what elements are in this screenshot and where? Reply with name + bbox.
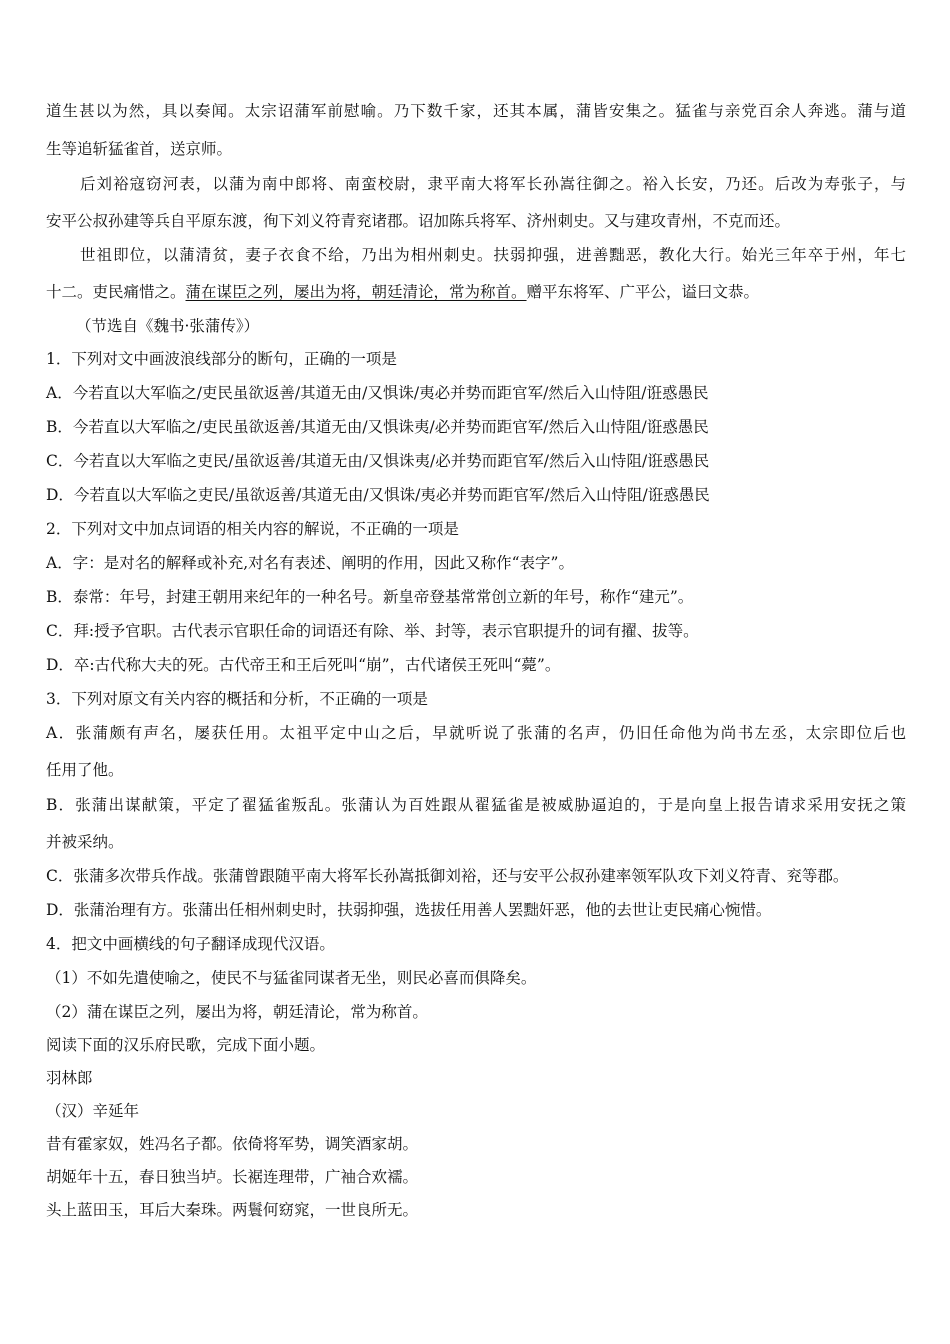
passage-source: （节选自《魏书·张蒲传》）: [76, 317, 260, 335]
q1-option-d: D．今若直以大军临之吏民/虽欲返善/其道无由/又惧诛/夷必并势而距官军/然后入山恃阻/诳惑愚民: [46, 486, 710, 504]
poem-title: 羽林郎: [46, 1069, 93, 1087]
q4-stem: 4．把文中画横线的句子翻译成现代汉语。: [46, 935, 335, 953]
passage-p3-line2-post: 赠平东将军、广平公，谥曰文恭。: [526, 283, 760, 301]
q2-option-c: C．拜:授予官职。古代表示官职任命的词语还有除、举、封等，表示官职提升的词有擢、拔等。: [46, 622, 699, 640]
q2-option-b: B．泰常：年号，封建王朝用来纪年的一种名号。新皇帝登基常常创立新的年号，称作“建元”。: [46, 588, 694, 606]
q3-stem: 3．下列对原文有关内容的概括和分析，不正确的一项是: [46, 690, 428, 708]
q1-option-b: B．今若直以大军临之/吏民虽欲返善/其道无由/又惧诛夷/必并势而距官军/然后入山恃阻/诳惑愚民: [46, 418, 709, 436]
underlined-sentence: 蒲在谋臣之列，屡出为将，朝廷清论，常为称首。: [185, 283, 527, 301]
q2-option-d: D．卒:古代称大夫的死。古代帝王和王后死叫“崩”，古代诸侯王死叫“薨”。: [46, 656, 561, 674]
passage-p3-line2-pre: 十二。吏民痛惜之。: [46, 283, 186, 301]
q3-option-b-line2: 并被采纳。: [46, 833, 124, 851]
passage-p1-line1: 道生甚以为然，具以奏闻。太宗诏蒲军前慰喻。乃下数千家，还其本属，蒲皆安集之。猛雀与亲党百余人奔逃。蒲与道: [46, 102, 906, 120]
passage-p2-line2: 安平公叔孙建等兵自平原东渡，徇下刘义符青兖诸郡。诏加陈兵将军、济州刺史。又与建攻青州，不克而还。: [46, 212, 791, 230]
poem-intro: 阅读下面的汉乐府民歌，完成下面小题。: [46, 1036, 326, 1054]
q2-option-a: A．字：是对名的解释或补充,对名有表述、阐明的作用，因此又称作“表字”。: [46, 554, 574, 572]
q3-option-c: C．张蒲多次带兵作战。张蒲曾跟随平南大将军长孙嵩抵御刘裕，还与安平公叔孙建率领军队攻下刘义符青、兖等郡。: [46, 867, 849, 885]
q4-sentence-1: （1）不如先遣使喻之，使民不与猛雀同谋者无坐，则民必喜而俱降矣。: [46, 969, 537, 987]
poem-line-2: 胡姬年十五，春日独当垆。长裾连理带，广袖合欢襦。: [46, 1168, 419, 1186]
poem-author: （汉）辛延年: [46, 1102, 140, 1120]
q2-stem: 2．下列对文中加点词语的相关内容的解说，不正确的一项是: [46, 520, 459, 538]
poem-line-3: 头上蓝田玉，耳后大秦珠。两鬟何窈窕，一世良所无。: [46, 1201, 419, 1219]
passage-p2-line1: 后刘裕寇窃河表，以蒲为南中郎将、南蛮校尉，隶平南大将军长孙嵩往御之。裕入长安，乃还。后改为寿张子，与: [80, 175, 906, 193]
q3-option-a-line2: 任用了他。: [46, 761, 124, 779]
q3-option-a-line1: A．张蒲颇有声名，屡获任用。太祖平定中山之后，早就听说了张蒲的名声，仍旧任命他为尚书左丞，太宗即位后也: [46, 724, 906, 742]
passage-p3-line1: 世祖即位，以蒲清贫，妻子衣食不给，乃出为相州刺史。扶弱抑强，进善黜恶，教化大行。始光三年卒于州，年七: [80, 246, 906, 264]
q3-option-b-line1: B．张蒲出谋献策，平定了翟猛雀叛乱。张蒲认为百姓跟从翟猛雀是被威胁逼迫的，于是向皇上报告请求采用安抚之策: [46, 796, 906, 814]
q3-option-d: D．张蒲治理有方。张蒲出任相州刺史时，扶弱抑强，选拔任用善人罢黜奸恶，他的去世让吏民痛心惋惜。: [46, 901, 772, 919]
passage-p1-line2: 生等追斩猛雀首，送京师。: [46, 140, 233, 158]
q4-sentence-2: （2）蒲在谋臣之列，屡出为将，朝廷清论，常为称首。: [46, 1003, 428, 1021]
q1-option-a: A．今若直以大军临之/吏民虽欲返善/其道无由/又惧诛/夷必并势而距官军/然后入山恃阻/诳惑愚民: [46, 384, 709, 402]
poem-line-1: 昔有霍家奴，姓冯名子都。依倚将军势，调笑酒家胡。: [46, 1135, 419, 1153]
q1-stem: 1．下列对文中画波浪线部分的断句，正确的一项是: [46, 350, 397, 368]
passage-p3-line2: [46, 282, 906, 302]
q1-option-c: C．今若直以大军临之吏民/虽欲返善/其道无由/又惧诛夷/必并势而距官军/然后入山恃阻/诳惑愚民: [46, 452, 710, 470]
